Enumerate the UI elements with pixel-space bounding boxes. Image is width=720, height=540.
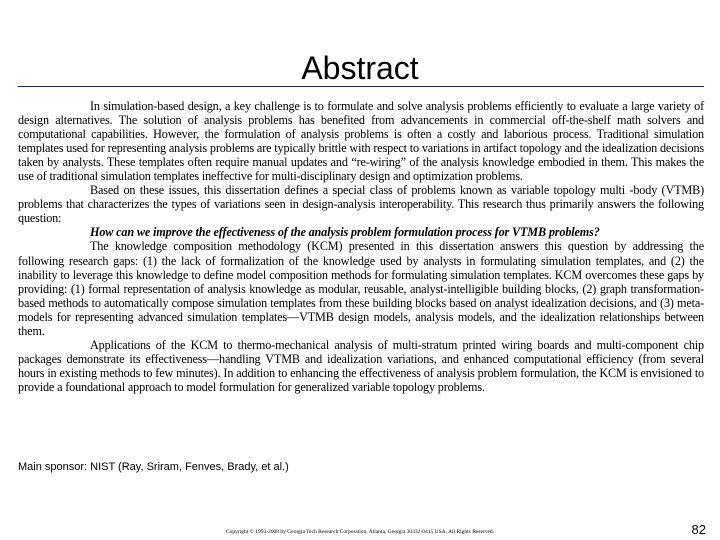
abstract-paragraph-3: The knowledge composition methodology (KCM) presented in this dissertation answers this question by addressing the following research gaps: (1) the lack of formalization of the knowledge used by analysts in formulating simulation templates, and (2) the inability to leverage this knowledge to define model composition methods for formulating simulation templates. KCM overcomes these gaps by providing: (1) formal representation of analysis knowledge as modular, reusable, analyst-intelligible building blocks, (2) graph transformation-based methods to automatically compose simulation templates from these building blocks based on analyst idealization decisions, and (3) meta-models for representing advanced simulation templates—VTMB design models, analysis models, and the idealization relationships between them. — [18, 239, 704, 338]
slide-title: Abstract — [301, 50, 419, 86]
abstract-paragraph-2: Based on these issues, this dissertation defines a special class of problems known as variable topology multi -body (VTMB) problems that characterizes the types of variations seen in design-analysis interoperability. This research thus primarily answers the following question: — [18, 183, 704, 226]
copyright-footer: Copyright © 1993-2008 by Georgia Tech Research Corporation, Atlanta, Georgia 30332-0415 USA. All Rights Reserved. — [225, 529, 495, 535]
title-divider — [18, 86, 704, 87]
sponsor-note: Main sponsor: NIST (Ray, Sriram, Fenves, Brady, et al.) — [18, 461, 289, 473]
page-number: 82 — [691, 522, 706, 537]
abstract-body — [18, 99, 704, 394]
abstract-paragraph-1: In simulation-based design, a key challenge is to formulate and solve analysis problems efficiently to evaluate a large variety of design alternatives. The solution of analysis problems has benefited from advancements in commercial off-the-shelf math solvers and computational capabilities. However, the formulation of analysis problems is often a costly and laborious process. Traditional simulation templates used for representing analysis problems are typically brittle with respect to variations in artifact topology and the idealization decisions taken by analysts. These templates often require manual updates and “re-wiring” of the analysis knowledge embodied in them. This makes the use of traditional simulation templates ineffective for multi-disciplinary design and optimization problems. — [18, 99, 704, 184]
research-question: How can we improve the effectiveness of the analysis problem formulation process for VTMB problems? — [90, 225, 600, 240]
abstract-paragraph-4: Applications of the KCM to thermo-mechanical analysis of multi-stratum printed wiring boards and multi-component chip packages demonstrate its effectiveness—handling VTMB and idealization variations, and enhanced computational efficiency (from several hours in existing methods to few minutes). In addition to enhancing the effectiveness of analysis problem formulation, the KCM is envisioned to provide a foundational approach to model formulation for generalized variable topology problems. — [18, 337, 704, 394]
